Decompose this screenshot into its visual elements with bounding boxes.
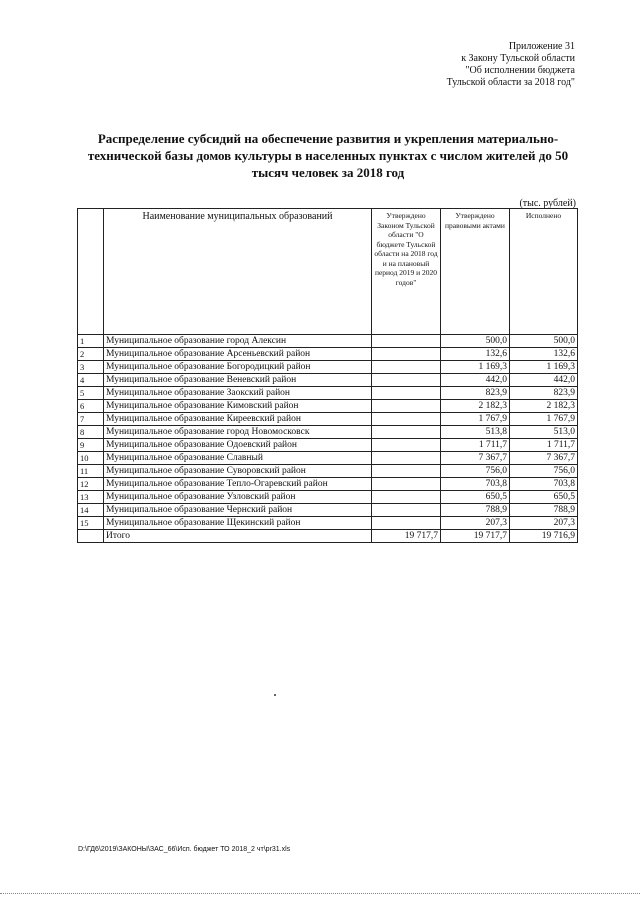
scan-speck <box>274 694 276 696</box>
table-row <box>78 426 578 439</box>
table-row <box>78 478 578 491</box>
row-name: Муниципальное образование Арсеньевский район <box>104 348 372 361</box>
row-approved-law <box>372 400 441 413</box>
row-name: Муниципальное образование Чернский район <box>104 504 372 517</box>
row-approved-law <box>372 452 441 465</box>
row-index: 14 <box>78 504 104 517</box>
row-name: Муниципальное образование Веневский район <box>104 374 372 387</box>
row-approved-acts: 132,6 <box>441 348 510 361</box>
row-approved-law <box>372 361 441 374</box>
row-executed: 823,9 <box>510 387 578 400</box>
table-row <box>78 335 578 348</box>
row-executed: 1 711,7 <box>510 439 578 452</box>
row-index: 6 <box>78 400 104 413</box>
row-index: 10 <box>78 452 104 465</box>
row-name: Муниципальное образование Богородицкий район <box>104 361 372 374</box>
row-name: Муниципальное образование город Новомосковск <box>104 426 372 439</box>
row-executed: 788,9 <box>510 504 578 517</box>
row-approved-acts: 442,0 <box>441 374 510 387</box>
row-index: 3 <box>78 361 104 374</box>
row-executed: 132,6 <box>510 348 578 361</box>
file-path-footer: D:\ГД6\2019\ЗАКОНЫ\ЗАС_66\Исп. бюджет ТО 2018_2 чт\pr31.xls <box>78 846 291 853</box>
row-index: 15 <box>78 517 104 530</box>
row-index: 13 <box>78 491 104 504</box>
row-approved-acts: 7 367,7 <box>441 452 510 465</box>
total-index-cell <box>78 530 104 543</box>
table-body <box>78 335 578 530</box>
row-approved-law <box>372 348 441 361</box>
appendix-line-2: к Закону Тульской области <box>461 53 575 64</box>
row-name: Муниципальное образование Суворовский район <box>104 465 372 478</box>
row-approved-law <box>372 491 441 504</box>
table-row <box>78 413 578 426</box>
appendix-line-1: Приложение 31 <box>508 41 575 52</box>
table-row <box>78 361 578 374</box>
header-approved-acts: Утверждено правовыми актами <box>441 209 510 335</box>
row-executed: 7 367,7 <box>510 452 578 465</box>
table-row <box>78 439 578 452</box>
row-index: 7 <box>78 413 104 426</box>
table-total-row <box>78 530 578 543</box>
row-approved-acts: 756,0 <box>441 465 510 478</box>
table-row <box>78 452 578 465</box>
unit-label: (тыс. рублей) <box>519 198 576 209</box>
row-executed: 703,8 <box>510 478 578 491</box>
row-name: Муниципальное образование Кимовский район <box>104 400 372 413</box>
row-index: 12 <box>78 478 104 491</box>
row-approved-acts: 823,9 <box>441 387 510 400</box>
header-name: Наименование муниципальных образований <box>104 209 372 335</box>
header-index-cell <box>78 209 104 335</box>
table-row <box>78 348 578 361</box>
row-index: 8 <box>78 426 104 439</box>
table-row <box>78 387 578 400</box>
row-approved-acts: 500,0 <box>441 335 510 348</box>
row-approved-acts: 513,8 <box>441 426 510 439</box>
row-approved-law <box>372 478 441 491</box>
row-executed: 513,0 <box>510 426 578 439</box>
row-approved-law <box>372 335 441 348</box>
total-acts: 19 717,7 <box>441 530 510 543</box>
bottom-divider <box>0 893 640 894</box>
table-row <box>78 517 578 530</box>
row-name: Муниципальное образование Славный <box>104 452 372 465</box>
total-executed: 19 716,9 <box>510 530 578 543</box>
total-label: Итого <box>104 530 372 543</box>
row-index: 1 <box>78 335 104 348</box>
row-approved-law <box>372 426 441 439</box>
appendix-line-3: "Об исполнении бюджета <box>465 65 575 76</box>
row-approved-law <box>372 387 441 400</box>
row-name: Муниципальное образование Щекинский район <box>104 517 372 530</box>
row-approved-law <box>372 413 441 426</box>
header-approved-law: Утверждено Законом Тульской области "О бюджете Тульской области на 2018 год и на плановый период 2019 и 2020 годов" <box>372 209 441 335</box>
table-row <box>78 465 578 478</box>
row-executed: 500,0 <box>510 335 578 348</box>
appendix-header <box>400 41 575 89</box>
row-name: Муниципальное образование Заокский район <box>104 387 372 400</box>
row-name: Муниципальное образование город Алексин <box>104 335 372 348</box>
document-title: Распределение субсидий на обеспечение развития и укрепления материально-технической базы домов культуры в населенных пунктах с числом жителей до 50 тысяч человек за 2018 год <box>87 131 569 180</box>
row-approved-law <box>372 504 441 517</box>
row-approved-acts: 1 711,7 <box>441 439 510 452</box>
appendix-line-4: Тульской области за 2018 год" <box>446 77 575 88</box>
row-approved-law <box>372 374 441 387</box>
row-index: 4 <box>78 374 104 387</box>
row-approved-law <box>372 517 441 530</box>
header-executed: Исполнено <box>510 209 578 335</box>
total-law: 19 717,7 <box>372 530 441 543</box>
subsidy-table <box>77 208 578 543</box>
row-executed: 442,0 <box>510 374 578 387</box>
row-index: 5 <box>78 387 104 400</box>
row-executed: 207,3 <box>510 517 578 530</box>
row-approved-law <box>372 465 441 478</box>
row-approved-acts: 788,9 <box>441 504 510 517</box>
row-index: 2 <box>78 348 104 361</box>
row-index: 11 <box>78 465 104 478</box>
row-name: Муниципальное образование Тепло-Огаревский район <box>104 478 372 491</box>
row-approved-acts: 1 767,9 <box>441 413 510 426</box>
row-executed: 1 169,3 <box>510 361 578 374</box>
row-name: Муниципальное образование Киреевский район <box>104 413 372 426</box>
row-executed: 650,5 <box>510 491 578 504</box>
row-approved-acts: 207,3 <box>441 517 510 530</box>
table-row <box>78 491 578 504</box>
row-approved-acts: 703,8 <box>441 478 510 491</box>
row-index: 9 <box>78 439 104 452</box>
table-header-row <box>78 209 578 335</box>
row-approved-acts: 2 182,3 <box>441 400 510 413</box>
table-row <box>78 374 578 387</box>
row-approved-law <box>372 439 441 452</box>
row-approved-acts: 650,5 <box>441 491 510 504</box>
table-row <box>78 400 578 413</box>
row-approved-acts: 1 169,3 <box>441 361 510 374</box>
table-row <box>78 504 578 517</box>
row-name: Муниципальное образование Узловский район <box>104 491 372 504</box>
row-executed: 1 767,9 <box>510 413 578 426</box>
row-name: Муниципальное образование Одоевский район <box>104 439 372 452</box>
row-executed: 2 182,3 <box>510 400 578 413</box>
row-executed: 756,0 <box>510 465 578 478</box>
